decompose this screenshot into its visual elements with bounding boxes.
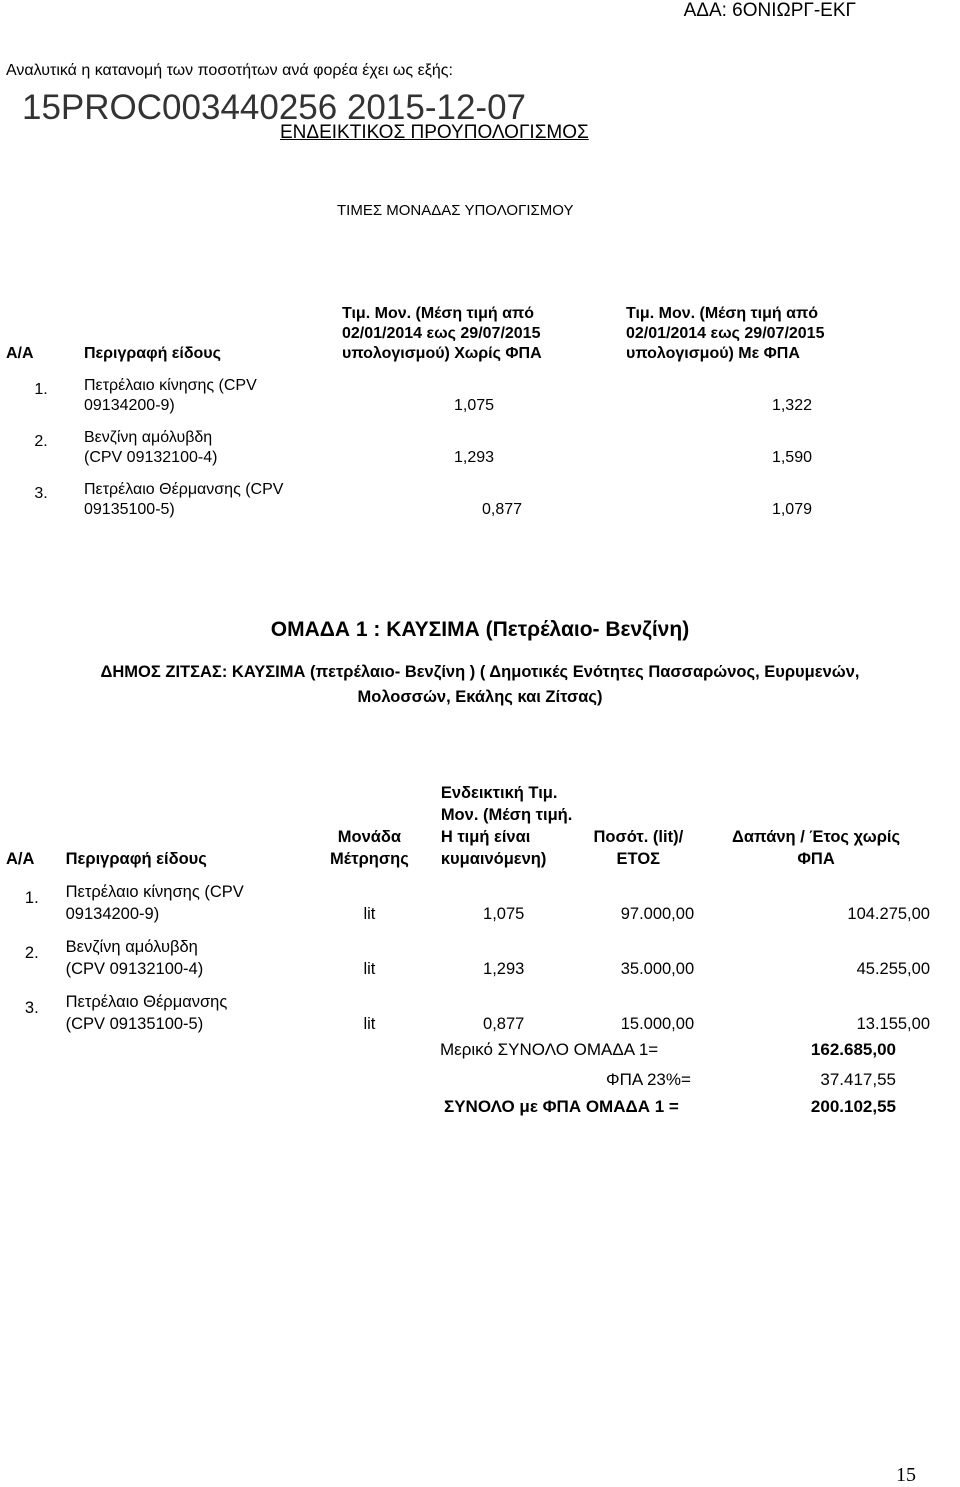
subtotal-value: 162.685,00 — [810, 1040, 896, 1059]
table-row — [2, 364, 952, 416]
row-aa: 3. — [24, 998, 39, 1017]
header-price-with-vat: Τιμ. Μον. (Μέση τιμή από 02/01/2014 εως 29/07/2015 υπολογισμού) Με ΦΠΑ — [626, 305, 825, 362]
total-value: 200.102,55 — [810, 1097, 896, 1116]
cost-table — [2, 742, 934, 1035]
header-description: Περιγραφή είδους — [84, 345, 221, 362]
row-price-no-vat: 1,075 — [453, 397, 495, 414]
row-description — [80, 416, 332, 468]
row-price-with-vat: 1,322 — [771, 397, 812, 414]
table-row — [2, 870, 934, 925]
row-unit: lit — [363, 960, 376, 978]
header-indicative-price: Ενδεικτική Τιμ. Μον. (Μέση τιμή. Η τιμή είναι κυμαινόμενη) — [440, 784, 573, 868]
row-cost: 45.255,00 — [856, 960, 930, 978]
desc-line: Πετρέλαιο Θέρμανσης (CPV — [84, 481, 284, 498]
row-description — [62, 870, 310, 925]
unit-price-title: ΤΙΜΕΣ ΜΟΝΑΔΑΣ ΥΠΟΛΟΓΙΣΜΟΥ — [337, 202, 574, 219]
group-title: ΟΜΑΔΑ 1 : ΚΑΥΣΙΜΑ (Πετρέλαιο- Βενζίνη) — [270, 618, 690, 641]
header-description: Περιγραφή είδους — [65, 850, 207, 868]
total-label: ΣΥΝΟΛΟ με ΦΠΑ ΟΜΑΔΑ 1 = — [444, 1097, 679, 1116]
table-header-row — [2, 248, 952, 364]
row-price: 1,075 — [483, 905, 525, 923]
table-row — [2, 925, 934, 980]
desc-line: Πετρέλαιο κίνησης (CPV — [84, 377, 257, 394]
intro-text: Αναλυτικά η κατανομή των ποσοτήτων ανά φορέα έχει ως εξής: — [6, 62, 453, 79]
row-description — [80, 364, 332, 416]
row-cost: 104.275,00 — [847, 905, 930, 923]
row-aa: 3. — [34, 485, 48, 502]
desc-line: 09134200-9) — [84, 397, 175, 414]
desc-line: (CPV 09132100-4) — [84, 449, 218, 466]
desc-line: (CPV 09132100-4) — [65, 960, 204, 978]
row-quantity: 15.000,00 — [620, 1015, 695, 1033]
page-number: 15 — [896, 1464, 916, 1486]
row-price: 1,293 — [483, 960, 525, 978]
header-unit: Μονάδα Μέτρησης — [330, 828, 409, 868]
ada-document-id: ΑΔΑ: 6ΟΝΙΩΡΓ-ΕΚΓ — [683, 0, 856, 21]
row-description — [62, 925, 310, 980]
row-aa: 1. — [34, 381, 48, 398]
row-aa: 2. — [34, 433, 48, 450]
budget-title: ΕΝΔΕΙΚΤΙΚΟΣ ΠΡΟΥΠΟΛΟΓΙΣΜΟΣ — [280, 122, 589, 143]
row-quantity: 35.000,00 — [620, 960, 695, 978]
row-description — [62, 980, 310, 1035]
header-price-no-vat: Τιμ. Μον. (Μέση τιμή από 02/01/2014 εως 29/07/2015 υπολογισμού) Χωρίς ΦΠΑ — [342, 305, 542, 362]
table-header-row — [2, 742, 934, 870]
row-price-no-vat: 0,877 — [481, 501, 523, 518]
subtotal-label: Μερικό ΣΥΝΟΛΟ ΟΜΑΔΑ 1= — [440, 1040, 659, 1059]
vat-value: 37.417,55 — [820, 1070, 896, 1089]
desc-line: Βενζίνη αμόλυβδη — [84, 429, 213, 446]
desc-line: Πετρέλαιο Θέρμανσης — [65, 993, 228, 1011]
table-row — [2, 468, 952, 520]
group-description: ΔΗΜΟΣ ΖΙΤΣΑΣ: ΚΑΥΣΙΜΑ (πετρέλαιο- Βενζίνη ) ( Δημοτικές Ενότητες Πασσαρώνος, Ευρυμενών, Μολοσσών, Εκάλης και Ζίτσας) — [100, 663, 860, 706]
table-row — [2, 416, 952, 468]
row-unit: lit — [363, 905, 376, 923]
row-price-with-vat: 1,590 — [771, 449, 812, 466]
protocol-stamp: 15PROC003440256 2015-12-07 — [22, 88, 526, 127]
header-aa: Α/Α — [6, 345, 34, 362]
row-cost: 13.155,00 — [856, 1015, 930, 1033]
vat-label: ΦΠΑ 23%= — [606, 1070, 691, 1089]
desc-line: 09135100-5) — [84, 501, 175, 518]
table-row — [2, 980, 934, 1035]
desc-line: 09134200-9) — [65, 905, 160, 923]
row-unit: lit — [363, 1015, 376, 1033]
row-price: 0,877 — [483, 1015, 525, 1033]
row-aa: 1. — [24, 888, 39, 907]
row-price-no-vat: 1,293 — [453, 449, 495, 466]
desc-line: (CPV 09135100-5) — [65, 1015, 204, 1033]
header-annual-cost: Δαπάνη / Έτος χωρίς ΦΠΑ — [732, 828, 901, 868]
row-aa: 2. — [24, 943, 39, 962]
desc-line: Πετρέλαιο κίνησης (CPV — [65, 883, 244, 901]
row-quantity: 97.000,00 — [620, 905, 695, 923]
row-price-with-vat: 1,079 — [771, 501, 812, 518]
desc-line: Βενζίνη αμόλυβδη — [65, 938, 198, 956]
header-quantity: Ποσότ. (lit)/ΕΤΟΣ — [593, 828, 684, 868]
row-description — [80, 468, 332, 520]
unit-price-table — [2, 248, 952, 520]
header-aa: Α/Α — [6, 850, 35, 868]
